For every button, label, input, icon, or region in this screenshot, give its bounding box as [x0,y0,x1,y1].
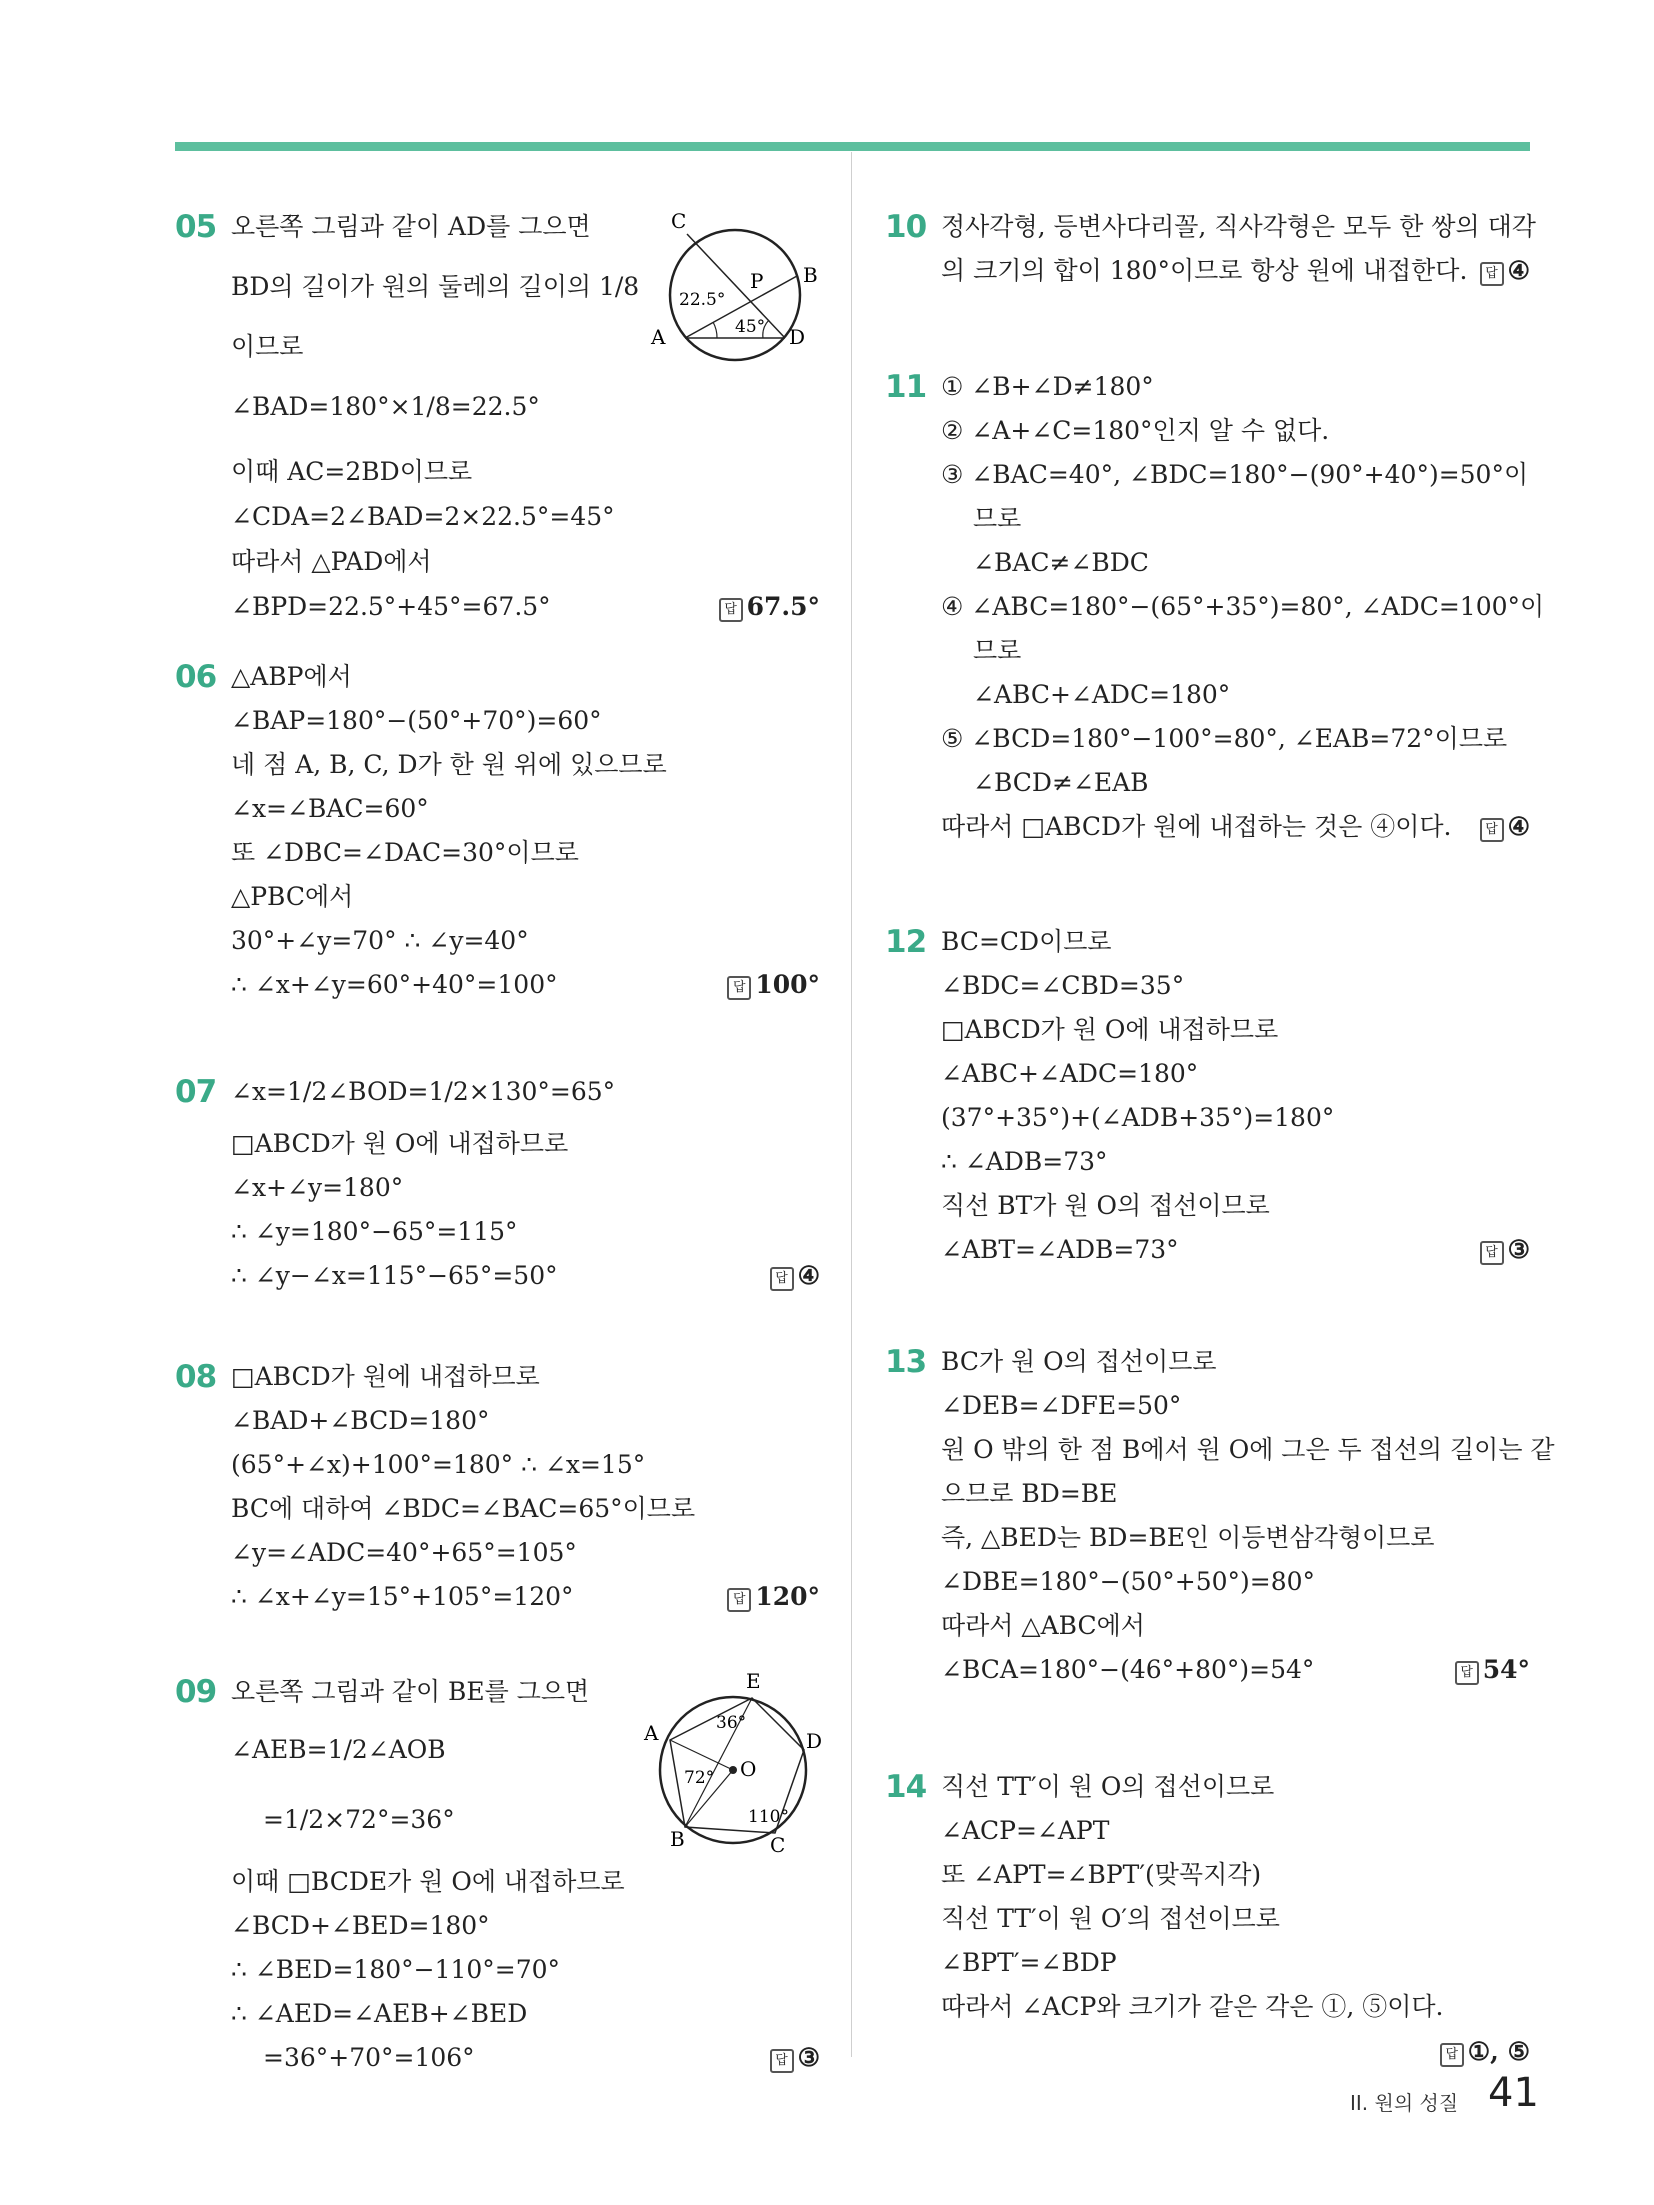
problem-number: 10 [885,209,927,245]
answer [1480,805,1530,849]
answer-marker-icon: 답 [1480,818,1504,842]
problem-number: 07 [175,1074,217,1110]
solution-line: 의 크기의 합이 180°이므로 항상 원에 내접한다. [941,256,1468,285]
answer-marker-icon: 답 [770,1267,794,1291]
answer-value: ①, ⑤ [1467,2037,1530,2066]
solution-line: ∴ ∠BED=180°−110°=70° [231,1955,561,1984]
solution-line: ∠BDC=∠CBD=35° [941,971,1185,1000]
solution-line: ∴ ∠AED=∠AEB+∠BED [231,1999,528,2028]
problem-number: 09 [175,1674,217,1710]
solution-line: ② ∠A+∠C=180°인지 알 수 없다. [941,416,1330,445]
answer-marker-icon: 답 [727,976,751,1000]
solution-line: ∴ ∠x+∠y=15°+105°=120° [231,1582,574,1611]
solution-line: ∠BAD=180°×1/8=22.5° [231,392,540,421]
answer-value: ③ [1507,1235,1530,1264]
answer [770,2036,820,2080]
answer-value: 120° [755,1582,820,1611]
fig09-label-o: O [740,1757,757,1781]
solution-line: ∠x=∠BAC=60° [231,794,429,823]
answer [727,963,820,1007]
solution-line: ∠ACP=∠APT [941,1816,1110,1845]
answer-marker-icon: 답 [770,2049,794,2073]
solution-line: ∠BCA=180°−(46°+80°)=54° [941,1655,1315,1684]
solution-line: ∠BAP=180°−(50°+70°)=60° [231,706,602,735]
fig09-angle-2: 72° [684,1768,715,1788]
problem-number: 12 [885,924,927,960]
answer-value: 100° [755,970,820,999]
problem-number: 05 [175,209,217,245]
answer [1480,249,1530,293]
solution-line: ∠ABC+∠ADC=180° [973,680,1231,709]
solution-line: 네 점 A, B, C, D가 한 원 위에 있으므로 [231,750,667,779]
solution-line: ∠BPD=22.5°+45°=67.5° [231,592,551,621]
solution-line: =36°+70°=106° [263,2043,475,2072]
solution-line: 으므로 BD=BE [941,1479,1118,1508]
problem-number: 06 [175,659,217,695]
answer [727,1575,820,1619]
answer-marker-icon: 답 [1480,1241,1504,1265]
problem-number: 08 [175,1359,217,1395]
solution-line: □ABCD가 원 O에 내접하므로 [231,1129,569,1158]
page-number: 41 [1488,2070,1539,2116]
solution-line: 이때 □BCDE가 원 O에 내접하므로 [231,1867,625,1896]
header-accent-bar [175,142,1530,151]
solution-line: ∠ABT=∠ADB=73° [941,1235,1179,1264]
solution-line: 따라서 ∠ACP와 크기가 같은 각은 ①, ⑤이다. [941,1992,1444,2021]
solution-line: ∴ ∠x+∠y=60°+40°=100° [231,970,558,999]
answer [1440,2030,1530,2074]
figure-problem-05 [645,210,825,370]
answer-value: 54° [1482,1655,1530,1684]
solution-line: ∠BAD+∠BCD=180° [231,1406,490,1435]
solution-line: ∠BCD+∠BED=180° [231,1911,490,1940]
solution-line: ∠DBE=180°−(50°+50°)=80° [941,1567,1316,1596]
solution-line: ③ ∠BAC=40°, ∠BDC=180°−(90°+40°)=50°이 [941,460,1529,489]
fig05-label-c: C [671,210,687,233]
solution-line: □ABCD가 원에 내접하므로 [231,1362,540,1391]
solution-line: ∴ ∠ADB=73° [941,1147,1108,1176]
solution-line: (65°+∠x)+100°=180° ∴ ∠x=15° [231,1450,646,1479]
answer-marker-icon: 답 [1480,262,1504,286]
problem-number: 11 [885,369,927,405]
solution-line: 오른쪽 그림과 같이 BE를 그으면 [231,1677,590,1706]
solution-line: 원 O 밖의 한 점 B에서 원 O에 그은 두 접선의 길이는 같 [941,1435,1555,1464]
column-divider [851,152,852,2057]
answer-value: ④ [1507,812,1530,841]
solution-line: BC에 대하여 ∠BDC=∠BAC=65°이므로 [231,1494,696,1523]
solution-line: ④ ∠ABC=180°−(65°+35°)=80°, ∠ADC=100°이 [941,592,1545,621]
fig09-label-c: C [770,1833,786,1855]
solution-line: BC=CD이므로 [941,927,1112,956]
solution-line: 이므로 [231,332,304,361]
solution-line: 또 ∠APT=∠BPT′(맞꼭지각) [941,1860,1262,1889]
solution-line: □ABCD가 원 O에 내접하므로 [941,1015,1279,1044]
fig09-angle-3: 110° [748,1807,789,1827]
answer-marker-icon: 답 [1455,1661,1479,1685]
solution-line: 즉, △BED는 BD=BE인 이등변삼각형이므로 [941,1523,1435,1552]
solution-line: =1/2×72°=36° [263,1805,455,1834]
answer-value: ③ [797,2043,820,2072]
problem-number: 14 [885,1769,927,1805]
solution-line: 오른쪽 그림과 같이 AD를 그으면 [231,212,591,241]
solution-line: 직선 TT′이 원 O′의 접선이므로 [941,1904,1280,1933]
solution-line: 직선 TT′이 원 O의 접선이므로 [941,1772,1275,1801]
solution-line: △PBC에서 [231,882,354,911]
answer-marker-icon: 답 [719,598,743,622]
fig09-angle-1: 36° [716,1713,747,1733]
solution-line: ⑤ ∠BCD=180°−100°=80°, ∠EAB=72°이므로 [941,724,1508,753]
solution-line: ∠BCD≠∠EAB [973,768,1149,797]
solution-line: ∠BAC≠∠BDC [973,548,1149,577]
fig05-label-p: P [750,269,764,293]
solution-line: 또 ∠DBC=∠DAC=30°이므로 [231,838,579,867]
solution-line: 직선 BT가 원 O의 접선이므로 [941,1191,1270,1220]
solution-line: 이때 AC=2BD이므로 [231,457,473,486]
fig05-label-d: D [789,325,806,349]
solution-line: ∠x+∠y=180° [231,1173,404,1202]
answer [770,1254,820,1298]
solution-line: ① ∠B+∠D≠180° [941,372,1154,401]
fig05-label-a: A [651,325,666,349]
answer-value: ④ [1507,256,1530,285]
fig09-label-d: D [806,1729,823,1753]
answer-marker-icon: 답 [727,1588,751,1612]
solution-line: ∠ABC+∠ADC=180° [941,1059,1199,1088]
fig09-label-e: E [746,1670,761,1693]
solution-line: 30°+∠y=70° ∴ ∠y=40° [231,926,529,955]
fig09-label-b: B [670,1827,685,1851]
solution-line: (37°+35°)+(∠ADB+35°)=180° [941,1103,1335,1132]
solution-line: ∠BPT′=∠BDP [941,1948,1117,1977]
solution-line: 따라서 △PAD에서 [231,547,432,576]
solution-line: ∴ ∠y=180°−65°=115° [231,1217,518,1246]
answer-value: ④ [797,1261,820,1290]
solution-line: 따라서 □ABCD가 원에 내접하는 것은 ④이다. [941,812,1452,841]
solution-line: BC가 원 O의 접선이므로 [941,1347,1217,1376]
answer-marker-icon: 답 [1440,2043,1464,2067]
solution-line: △ABP에서 [231,662,352,691]
answer [1455,1648,1530,1692]
solution-line: 므로 [973,504,1022,533]
fig05-angle-2: 45° [735,317,766,337]
solution-line: 므로 [973,636,1022,665]
solution-line: ∠DEB=∠DFE=50° [941,1391,1182,1420]
figure-problem-09 [640,1670,825,1855]
answer [1480,1228,1530,1272]
problem-number: 13 [885,1344,927,1380]
fig09-label-a: A [644,1721,659,1745]
solution-line: 정사각형, 등변사다리꼴, 직사각형은 모두 한 쌍의 대각 [941,212,1536,241]
solution-line: 따라서 △ABC에서 [941,1611,1145,1640]
solution-line: ∠y=∠ADC=40°+65°=105° [231,1538,577,1567]
solution-line: ∠CDA=2∠BAD=2×22.5°=45° [231,502,615,531]
footer-chapter: II. 원의 성질 [1350,2091,1459,2115]
answer [719,585,820,629]
answer-value: 67.5° [746,592,820,621]
solution-line: ∠AEB=1/2∠AOB [231,1735,446,1764]
solution-line: BD의 길이가 원의 둘레의 길이의 1/8 [231,272,640,301]
solution-line: ∠x=1/2∠BOD=1/2×130°=65° [231,1077,616,1106]
fig05-angle-1: 22.5° [679,290,726,310]
solution-line: ∴ ∠y−∠x=115°−65°=50° [231,1261,558,1290]
fig05-label-b: B [803,263,818,287]
